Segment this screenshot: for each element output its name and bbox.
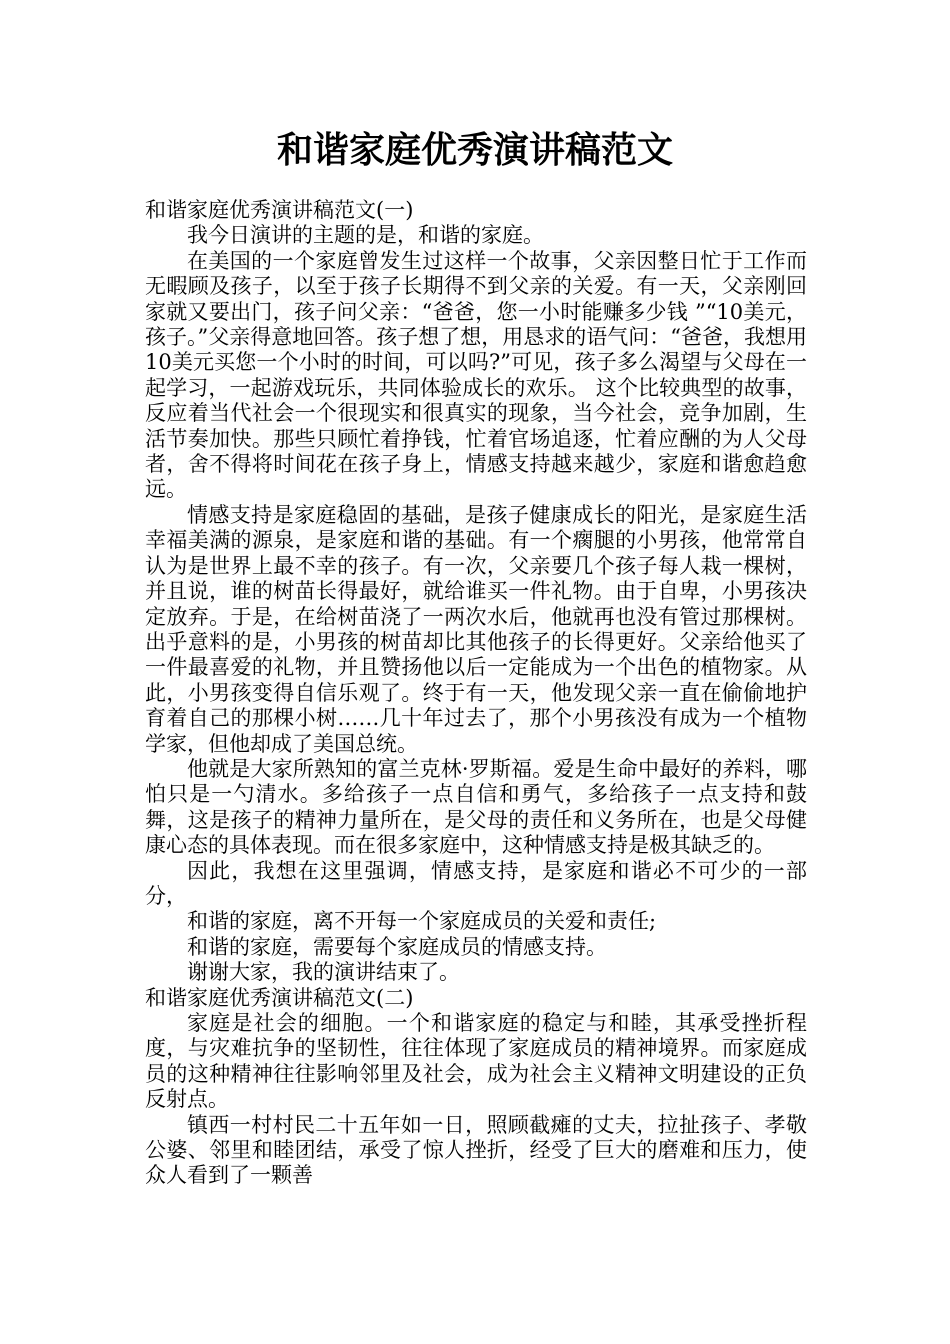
document-title: 和谐家庭优秀演讲稿范文 — [276, 130, 673, 171]
paragraph: 我今日演讲的主题的是，和谐的家庭。 — [187, 223, 544, 248]
paragraph: 家庭是社会的细胞。一个和谐家庭的稳定与和睦，其承受挫折程度，与灾难抗争的坚韧性，往往体现了家庭成员的精神境界。而家庭成员的这种精神往往影响邻里及社会，成为社会主义精神文明建设的正负反射点。 — [145, 1011, 807, 1112]
document-body — [145, 198, 807, 1189]
paragraph: 和谐的家庭，需要每个家庭成员的情感支持。 — [187, 934, 607, 959]
paragraph: 谢谢大家，我的演讲结束了。 — [187, 960, 460, 985]
section-heading: 和谐家庭优秀演讲稿范文(一) — [145, 198, 414, 222]
paragraph: 和谐的家庭，离不开每一个家庭成员的关爱和责任; — [187, 909, 657, 934]
paragraph: 镇西一村村民二十五年如一日，照顾截瘫的丈夫，拉扯孩子、孝敬公婆、邻里和睦团结，承受了惊人挫折，经受了巨大的磨难和压力，使众人看到了一颗善 — [145, 1112, 807, 1188]
paragraph: 因此，我想在这里强调，情感支持，是家庭和谐必不可少的一部分， — [145, 858, 807, 908]
paragraph: 在美国的一个家庭曾发生过这样一个故事，父亲因整日忙于工作而无暇顾及孩子，以至于孩子长期得不到父亲的关爱。有一天，父亲刚回家就又要出门，孩子问父亲：“爸爸，您一小时能赚多少钱 ”“10美元，孩子。”父亲得意地回答。孩子想了想，用恳求的语气问：“爸爸，我想用10美元买您一个小时的时间，可以吗?”可见，孩子多么渴望与父母在一起学习，一起游戏玩乐，共同体验成长的欢乐。 这个比较典型的故事，反应着当代社会一个很现实和很真实的现象，当今社会，竞争加剧，生活节奏加快。那些只顾忙着挣钱，忙着官场追逐，忙着应酬的为人父母者，舍不得将时间花在孩子身上，情感支持越来越少，家庭和谐愈趋愈远。 — [145, 248, 807, 502]
section-heading: 和谐家庭优秀演讲稿范文(二) — [145, 985, 414, 1010]
paragraph: 情感支持是家庭稳固的基础，是孩子健康成长的阳光，是家庭生活幸福美满的源泉，是家庭和谐的基础。有一个瘸腿的小男孩，他常常自认为是世界上最不幸的孩子。有一次，父亲要几个孩子每人栽一棵树，并且说，谁的树苗长得最好，就给谁买一件礼物。由于自卑，小男孩决定放弃。于是，在给树苗浇了一两次水后，他就再也没有管过那棵树。出乎意料的是，小男孩的树苗却比其他孩子的长得更好。父亲给他买了一件最喜爱的礼物，并且赞扬他以后一定能成为一个出色的植物家。从此，小男孩变得自信乐观了。终于有一天，他发现父亲一直在偷偷地护育着自己的那棵小树……几十年过去了，那个小男孩没有成为一个植物学家，但他却成了美国总统。 — [145, 502, 807, 756]
paragraph: 他就是大家所熟知的富兰克林·罗斯福。爱是生命中最好的养料，哪怕只是一勺清水。多给孩子一点自信和勇气，多给孩子一点支持和鼓舞，这是孩子的精神力量所在，是父母的责任和义务所在，也是父母健康心态的具体表现。而在很多家庭中，这种情感支持是极其缺乏的。 — [145, 756, 807, 858]
